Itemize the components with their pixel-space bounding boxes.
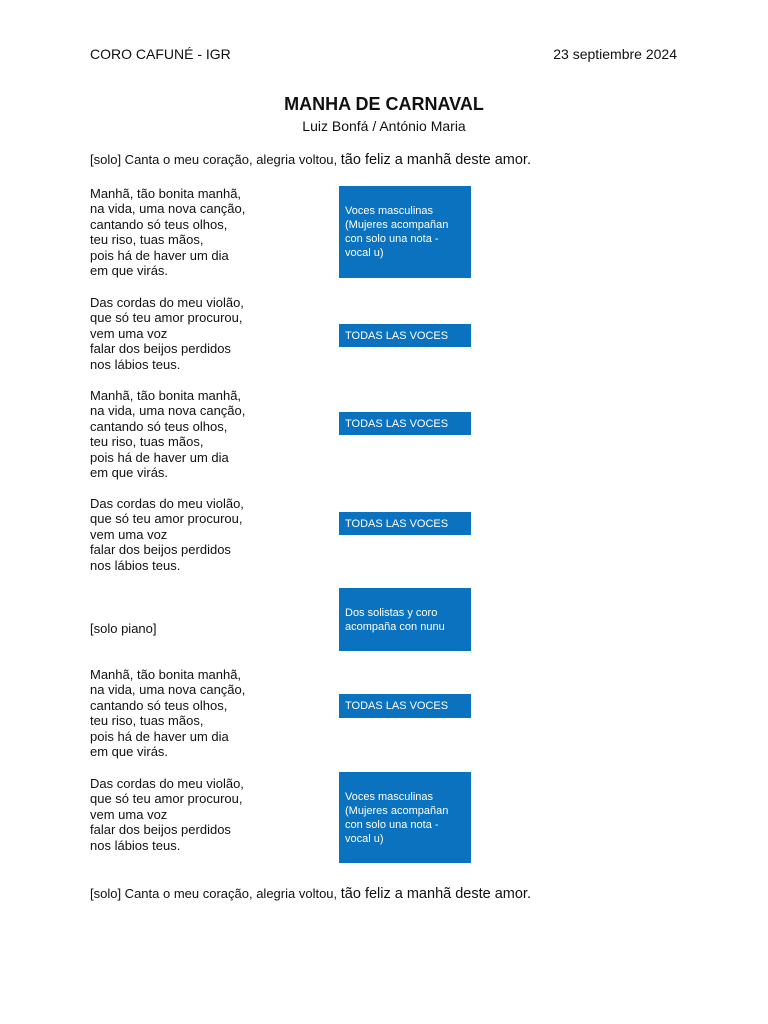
lyric-line: nos lábios teus. [90,356,181,372]
lyric-line: falar dos beijos perdidos [90,341,231,357]
lyric-line: teu riso, tuas mãos, [90,232,204,248]
lyric-line: cantando só teus olhos, [90,216,228,232]
voice-note-box [339,186,471,278]
outro-part-1: [solo] Canta o meu coração, alegria voltou, [90,886,341,901]
voice-note-box [339,412,471,435]
lyric-line: Manhã, tão bonita manhã, [90,186,242,201]
lyric-stanza-2 [90,295,244,372]
voice-note-text: TODAS LAS VOCES [345,517,449,530]
voice-note-box [339,324,471,347]
lyric-line: que só teu amor procurou, [90,511,243,527]
voice-note-text: TODAS LAS VOCES [345,417,449,430]
lyric-stanza-5 [90,667,245,759]
song-title: MANHA DE CARNAVAL [284,94,484,114]
lyric-stanza-3 [90,388,245,480]
voice-note-box [339,772,471,863]
lyric-line: falar dos beijos perdidos [90,822,231,838]
lyric-stanza-1 [90,186,245,278]
lyric-line: Manhã, tão bonita manhã, [90,388,242,403]
lyric-line: que só teu amor procurou, [90,310,243,326]
outro-line [90,886,531,902]
choir-name: CORO CAFUNÉ - IGR [90,46,231,62]
document-date: 23 septiembre 2024 [553,46,677,62]
lyric-line: teu riso, tuas mãos, [90,434,204,450]
voice-note-box [339,512,471,535]
voice-note-box [339,694,471,718]
lyric-line: em que virás. [90,744,169,760]
lyric-line: cantando só teus olhos, [90,418,228,434]
lyric-line: em que virás. [90,263,169,279]
intro-part-2: tão feliz a manhã deste amor. [340,152,531,168]
voice-note-text: Dos solistas y coro acompaña con nunu [345,606,445,633]
voice-note-box [339,588,471,651]
lyric-line: Das cordas do meu violão, [90,776,244,791]
lyric-line: pois há de haver um dia [90,449,229,465]
lyric-line: nos lábios teus. [90,837,181,853]
lyric-line: cantando só teus olhos, [90,697,228,713]
lyric-line: que só teu amor procurou, [90,791,243,807]
lyric-stanza-6 [90,776,244,853]
lyric-line: Manhã, tão bonita manhã, [90,667,242,682]
lyric-line: na vida, uma nova canção, [90,201,246,217]
lyric-line: na vida, uma nova canção, [90,403,246,419]
lyric-line: na vida, uma nova canção, [90,682,246,698]
lyric-line: teu riso, tuas mãos, [90,713,204,729]
voice-note-text: TODAS LAS VOCES [345,329,449,342]
lyric-line: Das cordas do meu violão, [90,295,244,310]
voice-note-text: Voces masculinas (Mujeres acompañan con solo una nota - vocal u) [345,205,449,259]
voice-note-text: Voces masculinas (Mujeres acompañan con solo una nota - vocal u) [345,790,449,845]
solo-piano-label: [solo piano] [90,621,157,636]
lyric-stanza-4 [90,496,244,573]
lyric-line: vem uma voz [90,806,168,822]
lyric-line: Das cordas do meu violão, [90,496,244,511]
lyric-line: vem uma voz [90,325,168,341]
lyric-line: pois há de haver um dia [90,247,229,263]
intro-line [90,152,531,168]
lyric-line: em que virás. [90,465,169,481]
outro-part-2: tão feliz a manhã deste amor. [340,886,531,902]
lyric-line: nos lábios teus. [90,557,181,573]
lyric-line: falar dos beijos perdidos [90,542,231,558]
voice-note-text: TODAS LAS VOCES [345,700,449,712]
intro-part-1: [solo] Canta o meu coração, alegria voltou, [90,152,341,167]
lyric-line: pois há de haver um dia [90,728,229,744]
lyric-line: vem uma voz [90,526,168,542]
song-authors: Luiz Bonfá / António Maria [302,118,466,134]
